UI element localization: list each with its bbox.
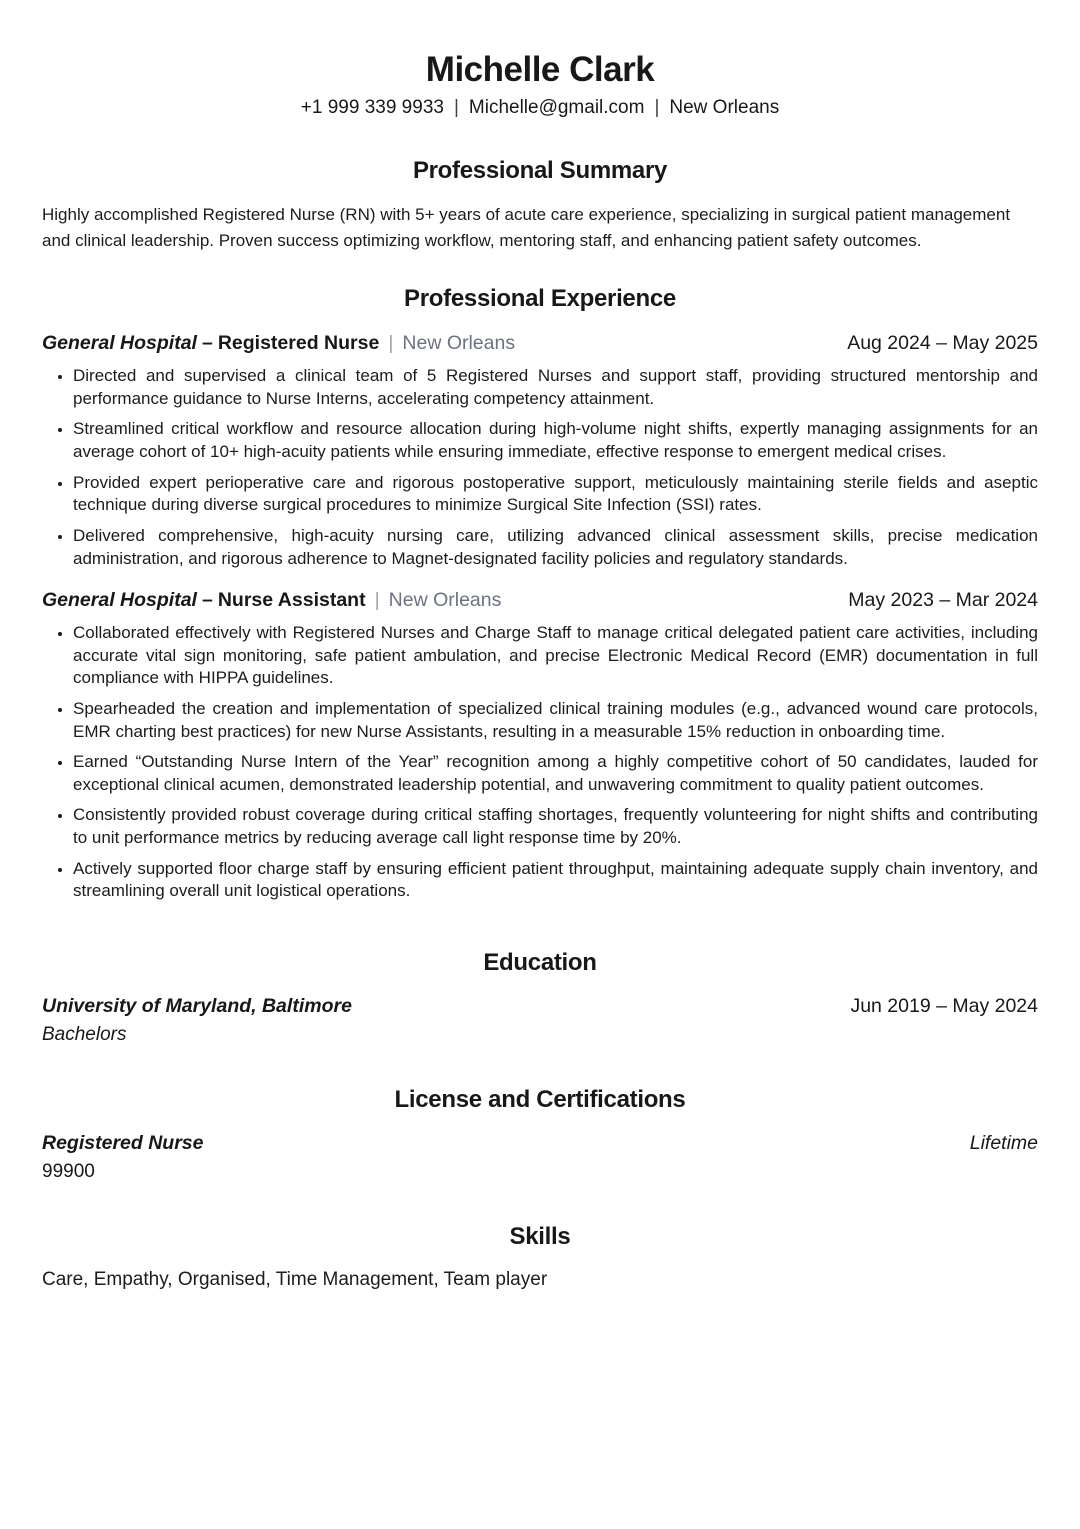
job-header (42, 332, 1038, 355)
summary-text: Highly accomplished Registered Nurse (RN) with 5+ years of acute care experience, specializing in surgical patient management and clinical leadership. Proven success optimizing workflow, mentoring staff, and enhancing patient safety outcomes. (42, 205, 1011, 250)
job-bullet: • Collaborated effectively with Registered Nurses and Charge Staff to manage critical delegated patient care activities, including accurate vital sign monitoring, safe patient ambulation, and precise Electronic Medical Record (EMR) documentation in full compliance with HIPPA guidelines. (73, 622, 1038, 690)
job-title-line (42, 589, 501, 612)
job-bullet: • Delivered comprehensive, high-acuity nursing care, utilizing advanced clinical assessment skills, precise medication administration, and rigorous adherence to Magnet-designated facility policies and regulatory standards. (73, 525, 1038, 570)
experience-section (42, 285, 1038, 903)
contact-separator: | (654, 97, 660, 119)
title-dash-separator: – (201, 332, 213, 355)
license-validity: Lifetime (969, 1131, 1038, 1154)
summary-section (42, 157, 1038, 253)
education-dates: Jun 2019 – May 2024 (850, 994, 1038, 1017)
contact-email: Michelle@gmail.com (468, 97, 645, 119)
license-entry-header (42, 1132, 1038, 1155)
job-bullet: • Streamlined critical workflow and resource allocation during high-volume night shifts, expertly managing assignments for an average cohort of 10+ high-acuity patients while ensuring immediate, effective response to emergent medical crises. (73, 418, 1038, 463)
job-role: Nurse Assistant (217, 589, 366, 612)
skills-heading: Skills (509, 1222, 571, 1250)
skills-section (42, 1223, 1038, 1291)
job-header (42, 589, 1038, 612)
job-entry (42, 332, 1038, 570)
job-bullet-list (42, 622, 1038, 903)
resume-header (42, 50, 1038, 119)
skills-list: Care, Empathy, Organised, Time Management, Team player (42, 1268, 548, 1290)
education-entry-header (42, 995, 1038, 1018)
candidate-name: Michelle Clark (425, 50, 655, 89)
education-section (42, 949, 1038, 1046)
job-entry (42, 589, 1038, 903)
experience-heading: Professional Experience (404, 285, 676, 313)
job-bullet: • Spearheaded the creation and implementation of specialized clinical training modules (e.g., advanced wound care protocols, EMR charting best practices) for new Nurse Assistants, resulting in a measurable 15% reduction in onboarding time. (73, 698, 1038, 743)
education-heading: Education (483, 948, 597, 976)
contact-phone: +1 999 339 9933 (300, 97, 444, 119)
job-dates: May 2023 – Mar 2024 (848, 589, 1038, 612)
job-bullet: • Consistently provided robust coverage during critical staffing shortages, frequently volunteering for night shifts and contributing to unit performance metrics by reducing average call light response time by 20%. (73, 804, 1038, 849)
title-dash-separator: – (201, 589, 213, 612)
education-school: University of Maryland, Baltimore (42, 994, 352, 1017)
job-title-line (42, 332, 515, 355)
job-bullet: • Directed and supervised a clinical team of 5 Registered Nurses and support staff, providing structured mentorship and performance guidance to Nurse Interns, accelerating competency attainment. (73, 365, 1038, 410)
job-bullet: • Earned “Outstanding Nurse Intern of the Year” recognition among a highly competitive cohort of 50 candidates, lauded for exceptional clinical acumen, demonstrated leadership potential, and unwavering commitment to quality patient outcomes. (73, 751, 1038, 796)
job-bullet: • Provided expert perioperative care and rigorous postoperative support, meticulously maintaining sterile fields and aseptic technique during diverse surgical procedures to minimize Surgical Site Infection (SSI) rates. (73, 472, 1038, 517)
job-bullet: • Actively supported floor charge staff by ensuring efficient patient throughput, maintaining adequate supply chain inventory, and streamlining overall unit logistical operations. (73, 858, 1038, 903)
job-company: General Hospital (42, 332, 197, 355)
job-location: New Orleans (388, 589, 502, 612)
contact-location: New Orleans (669, 97, 780, 119)
licenses-section (42, 1086, 1038, 1183)
job-bullet-list (42, 365, 1038, 570)
education-entry (42, 995, 1038, 1046)
job-location: New Orleans (402, 332, 516, 355)
location-bar-separator: | (374, 589, 380, 612)
licenses-heading: License and Certifications (394, 1085, 686, 1113)
license-number: 99900 (42, 1160, 95, 1182)
location-bar-separator: | (388, 332, 394, 355)
job-dates: Aug 2024 – May 2025 (847, 332, 1038, 355)
job-role: Registered Nurse (217, 332, 380, 355)
contact-line (42, 97, 1038, 119)
education-degree: Bachelors (42, 1023, 127, 1045)
summary-heading: Professional Summary (412, 157, 668, 185)
contact-separator: | (453, 97, 459, 119)
job-company: General Hospital (42, 589, 197, 612)
license-entry (42, 1132, 1038, 1183)
license-name: Registered Nurse (42, 1131, 204, 1154)
